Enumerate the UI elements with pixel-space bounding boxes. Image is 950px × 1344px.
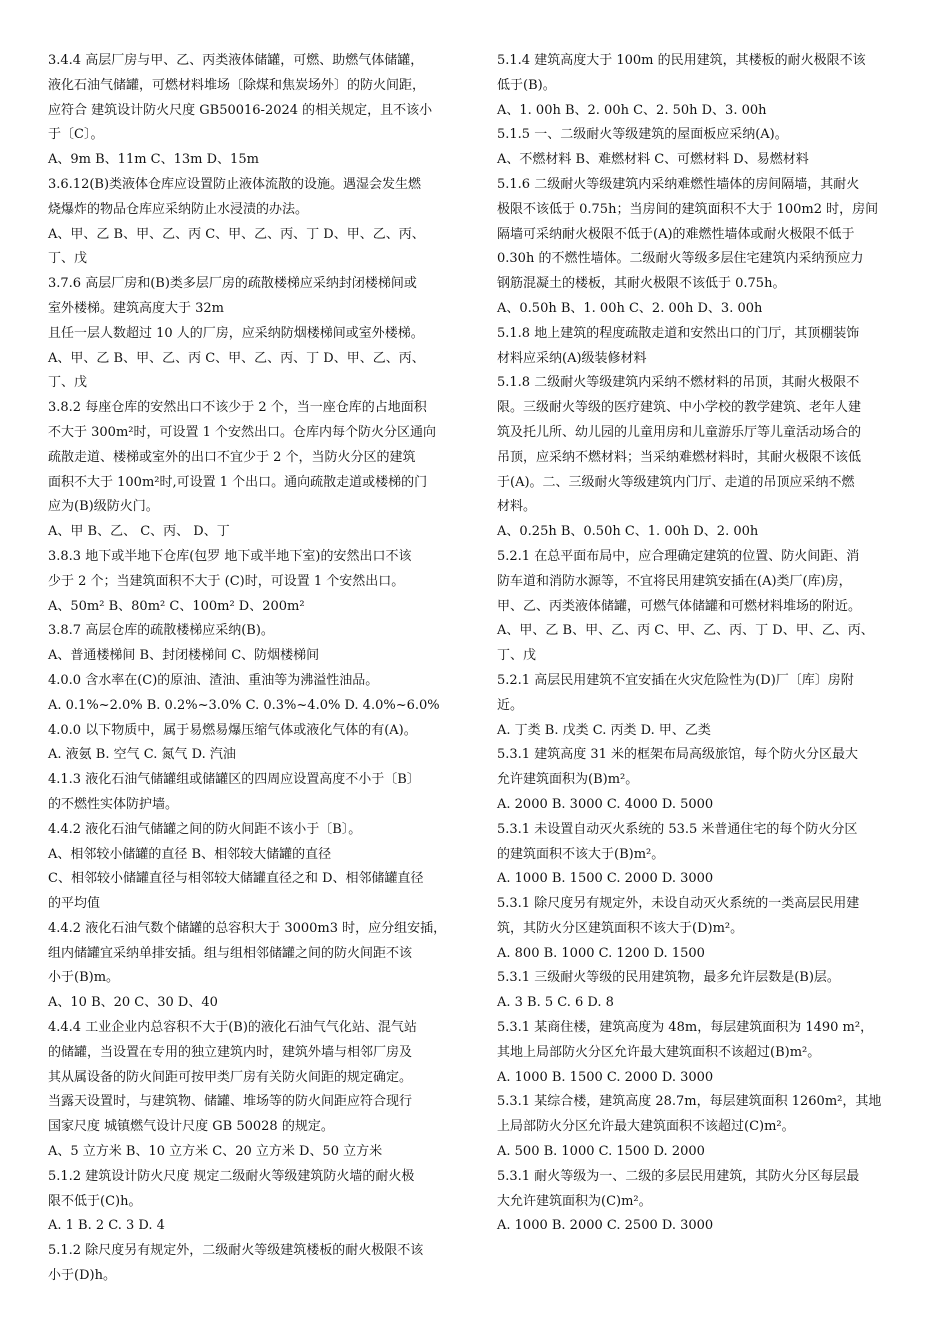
text-line: A. 液氨 B. 空气 C. 氮气 D. 汽油 <box>48 747 236 763</box>
text-line: A、0.50h B、1. 00h C、2. 00h D、3. 00h <box>497 300 763 316</box>
text-line: 疏散走道、楼梯或室外的出口不宜少于 2 个，当防火分区的建筑 <box>48 449 416 465</box>
text-line: A. 500 B. 1000 C. 1500 D. 2000 <box>497 1144 705 1160</box>
text-line: A、10 B、20 C、30 D、40 <box>48 995 218 1011</box>
text-line: 5.1.8 二级耐火等级建筑内采纳不燃材料的吊顶，其耐火极限不 <box>497 375 860 391</box>
text-line: A. 1000 B. 2000 C. 2500 D. 3000 <box>497 1218 714 1234</box>
text-line: A、0.25h B、0.50h C、1. 00h D、2. 00h <box>497 524 759 540</box>
text-line: 于〔C〕。 <box>48 127 104 143</box>
text-line: 面积不大于 100m²时,可设置 1 个出口。通向疏散走道或楼梯的门 <box>48 474 428 490</box>
text-line: 3.8.2 每座仓库的安然出口不该少于 2 个，当一座仓库的占地面积 <box>48 400 427 416</box>
text-line: A、甲、乙 B、甲、乙、丙 C、甲、乙、丙、丁 D、甲、乙、丙、 <box>48 226 425 242</box>
text-line: C、相邻较小储罐直径与相邻较大储罐直径之和 D、相邻储罐直径 <box>48 871 424 887</box>
text-line: 烧爆炸的物品仓库应采纳防止水浸渍的办法。 <box>48 201 309 217</box>
text-line: A、相邻较小储罐的直径 B、相邻较大储罐的直径 <box>48 846 332 862</box>
text-line: 5.3.1 建筑高度 31 米的框架布局高级旅馆，每个防火分区最大 <box>497 747 859 763</box>
text-line: A. 1000 B. 1500 C. 2000 D. 3000 <box>497 1069 714 1085</box>
text-line: 材料应采纳(A)级装修材料 <box>497 350 647 366</box>
text-line: 极限不该低于 0.75h；当房间的建筑面积不大于 100m2 时，房间 <box>497 201 879 217</box>
text-line: A. 2000 B. 3000 C. 4000 D. 5000 <box>497 796 714 812</box>
text-line: 丁、戊 <box>48 251 88 267</box>
text-line: 4.4.2 液化石油气数个储罐的总容积大于 3000m3 时，应分组安插， <box>48 920 447 936</box>
text-line: 3.6.12(B)类液体仓库应设置防止液体流散的设施。遇湿会发生燃 <box>48 176 422 192</box>
text-line: 组内储罐宜采纳单排安插。组与组相邻储罐之间的防火间距不该 <box>48 945 413 961</box>
text-line: 且任一层人数超过 10 人的厂房，应采纳防烟楼梯间或室外楼梯。 <box>48 325 424 341</box>
text-line: 防车道和消防水源等，不宜将民用建筑安插在(A)类厂(库)房， <box>497 573 852 589</box>
text-line: A、50m² B、80m² C、100m² D、200m² <box>48 598 305 614</box>
text-line: A、甲、乙 B、甲、乙、丙 C、甲、乙、丙、丁 D、甲、乙、丙、 <box>497 623 874 639</box>
text-line: 3.7.6 高层厂房和(B)类多层厂房的疏散楼梯应采纳封闭楼梯间或 <box>48 276 417 292</box>
text-line: 5.1.8 地上建筑的程度疏散走道和安然出口的门厅，其顶棚装饰 <box>497 325 860 341</box>
right-column <box>497 49 907 1239</box>
text-line: A. 丁类 B. 戊类 C. 丙类 D. 甲、乙类 <box>497 722 711 738</box>
left-column <box>48 49 468 1289</box>
text-line: 4.4.4 工业企业内总容积不大于(B)的液化石油气气化站、混气站 <box>48 1020 417 1036</box>
text-line: A、甲 B、乙、 C、丙、 D、丁 <box>48 524 230 540</box>
text-line: 小于(D)h。 <box>48 1268 116 1284</box>
text-line: A. 800 B. 1000 C. 1200 D. 1500 <box>497 945 705 961</box>
text-line: A、9m B、11m C、13m D、15m <box>48 152 259 168</box>
text-line: 的平均值 <box>48 896 101 912</box>
text-line: 上局部防火分区允许最大建筑面积不该超过(C)m²。 <box>497 1119 795 1135</box>
text-line: A. 1 B. 2 C. 3 D. 4 <box>48 1218 165 1234</box>
text-line: 丁、戊 <box>48 375 88 391</box>
text-line: 吊顶，应采纳不燃材料；当采纳难燃材料时，其耐火极限不该低 <box>497 449 862 465</box>
text-line: 3.8.7 高层仓库的疏散楼梯应采纳(B)。 <box>48 623 274 639</box>
text-line: 5.1.4 建筑高度大于 100m 的民用建筑，其楼板的耐火极限不该 <box>497 53 866 68</box>
text-line: 近。 <box>497 697 524 713</box>
text-line: 允许建筑面积为(B)m²。 <box>497 772 639 788</box>
text-line: 5.3.1 某综合楼，建筑高度 28.7m，每层建筑面积 1260m²，其地 <box>497 1094 882 1110</box>
text-line: 0.30h 的不燃性墙体。二级耐火等级多层住宅建筑内采纳预应力 <box>497 251 864 267</box>
text-line: 的不燃性实体防护墙。 <box>48 796 179 812</box>
text-line: A、不燃材料 B、难燃材料 C、可燃材料 D、易燃材料 <box>497 152 809 168</box>
text-line: 不大于 300m²时，可设置 1 个安然出口。仓库内每个防火分区通向 <box>48 424 437 440</box>
text-line: 室外楼梯。建筑高度大于 32m <box>48 300 225 316</box>
text-line: A、1. 00h B、2. 00h C、2. 50h D、3. 00h <box>497 102 767 118</box>
text-line: 5.1.2 建筑设计防火尺度 规定二级耐火等级建筑防火墙的耐火极 <box>48 1168 415 1184</box>
text-line: 4.4.2 液化石油气储罐之间的防火间距不该小于〔B〕。 <box>48 821 362 837</box>
text-line: A、普通楼梯间 B、封闭楼梯间 C、防烟楼梯间 <box>48 648 320 664</box>
text-line: 5.1.6 二级耐火等级建筑内采纳难燃性墙体的房间隔墙，其耐火 <box>497 176 860 192</box>
text-line: 于(A)。二、三级耐火等级建筑内门厅、走道的吊顶应采纳不燃 <box>497 474 855 490</box>
text-line: 4.0.0 以下物质中，属于易燃易爆压缩气体或液化气体的有(A)。 <box>48 722 417 738</box>
text-line: 5.3.1 未设置自动灭火系统的 53.5 米普通住宅的每个防火分区 <box>497 821 858 837</box>
text-line: 隔墙可采纳耐火极限不低于(A)的难燃性墙体或耐火极限不低于 <box>497 226 855 242</box>
text-line: 国家尺度 城镇燃气设计尺度 GB 50028 的规定。 <box>48 1119 334 1135</box>
text-line: 大允许建筑面积为(C)m²。 <box>497 1193 652 1209</box>
text-line: 限不低于(C)h。 <box>48 1193 142 1209</box>
text-line: 3.4.4 高层厂房与甲、乙、丙类液体储罐，可燃、助燃气体储罐， <box>48 53 424 68</box>
text-line: 5.3.1 耐火等级为一、二级的多层民用建筑，其防火分区每层最 <box>497 1168 860 1184</box>
text-line: A、5 立方米 B、10 立方米 C、20 立方米 D、50 立方米 <box>48 1144 383 1160</box>
text-line: 5.2.1 高层民用建筑不宜安插在火灾危险性为(D)厂〔库〕房附 <box>497 672 854 688</box>
text-line: 5.1.2 除尺度另有规定外，二级耐火等级建筑楼板的耐火极限不该 <box>48 1243 424 1259</box>
text-line: A、甲、乙 B、甲、乙、丙 C、甲、乙、丙、丁 D、甲、乙、丙、 <box>48 350 425 366</box>
text-line: 材料。 <box>497 499 537 515</box>
text-line: 限。三级耐火等级的医疗建筑、中小学校的教学建筑、老年人建 <box>497 400 862 416</box>
text-line: 5.2.1 在总平面布局中，应合理确定建筑的位置、防火间距、消 <box>497 548 860 564</box>
text-line: 丁、戊 <box>497 648 537 664</box>
text-line: 应符合 建筑设计防火尺度 GB50016-2024 的相关规定，且不该小 <box>48 102 433 118</box>
text-line: 液化石油气储罐，可燃材料堆场〔除煤和焦炭场外〕的防火间距， <box>48 77 426 93</box>
text-line: 应为(B)级防火门。 <box>48 499 159 515</box>
text-line: 小于(B)m。 <box>48 970 120 986</box>
text-line: 4.1.3 液化石油气储罐组或储罐区的四周应设置高度不小于〔B〕 <box>48 772 420 788</box>
text-line: 筑及托儿所、幼儿园的儿童用房和儿童游乐厅等儿童活动场合的 <box>497 424 862 440</box>
text-line: 甲、乙、丙类液体储罐，可燃气体储罐和可燃材料堆场的附近。 <box>497 598 862 614</box>
text-line: A. 3 B. 5 C. 6 D. 8 <box>497 995 614 1011</box>
text-line: 5.1.5 一、二级耐火等级建筑的屋面板应采纳(A)。 <box>497 127 788 143</box>
text-line: 的建筑面积不该大于(B)m²。 <box>497 846 665 862</box>
text-line: 少于 2 个；当建筑面积不大于 (C)时，可设置 1 个安然出口。 <box>48 573 405 589</box>
text-line: 其地上局部防火分区允许最大建筑面积不该超过(B)m²。 <box>497 1044 821 1060</box>
text-line: 筑，其防火分区建筑面积不该大于(D)m²。 <box>497 920 744 936</box>
text-line: A. 0.1%~2.0% B. 0.2%~3.0% C. 0.3%~4.0% D. 4.0%~6.0% <box>48 697 440 713</box>
text-line: 4.0.0 含水率在(C)的原油、渣油、重油等为沸溢性油品。 <box>48 672 379 688</box>
text-line: 当露天设置时，与建筑物、储罐、堆场等的防火间距应符合现行 <box>48 1094 413 1110</box>
text-line: 低于(B)。 <box>497 77 556 93</box>
text-line: 5.3.1 三级耐火等级的民用建筑物，最多允许层数是(B)层。 <box>497 970 840 986</box>
text-line: 的储罐，当设置在专用的独立建筑内时，建筑外墙与相邻厂房及 <box>48 1044 413 1060</box>
text-line: 3.8.3 地下或半地下仓库(包罗 地下或半地下室)的安然出口不该 <box>48 548 412 564</box>
text-line: 5.3.1 某商住楼，建筑高度为 48m，每层建筑面积为 1490 m²， <box>497 1020 874 1036</box>
text-line: A. 1000 B. 1500 C. 2000 D. 3000 <box>497 871 714 887</box>
text-line: 钢筋混凝土的楼板，其耐火极限不该低于 0.75h。 <box>497 276 786 292</box>
text-line: 其从属设备的防火间距可按甲类厂房有关防火间距的规定确定。 <box>48 1069 413 1085</box>
text-line: 5.3.1 除尺度另有规定外，未设自动灭火系统的一类高层民用建 <box>497 896 860 912</box>
